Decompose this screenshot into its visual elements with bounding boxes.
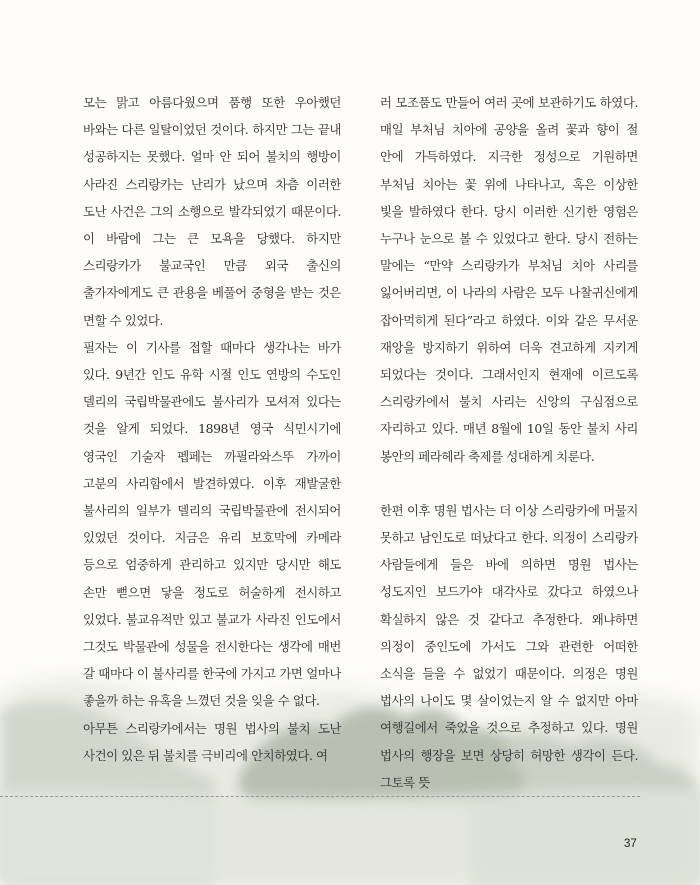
dashed-divider [0,796,640,797]
body-paragraph: 필자는 이 기사를 접할 때마다 생각나는 바가 있다. 9년간 인도 유학 시절 인도 연방의 수도인 델리의 국립박물관에도 불사리가 모셔져 있다는 것을 알게 되었다. 1898년 영국 식민시기에 영국인 기술자 펩페는 까필라와스뚜 가까이 고분의 사리함에서 발견하였다. 이후 재발굴한 불사리의 일부가 델리의 국립박물관에 전시되어 있었던 것이다. 지금은 유리 보호막에 카메라 등으로 엄중하게 관리하고 있지만 당시만 해도 손만 뻗으면 닿을 정도로 허술하게 전시하고 있었다. 불교유적만 있고 불교가 사라진 인도에서 그것도 박물관에 성물을 전시한다는 생각에 매번 갈 때마다 이 불사리를 한국에 가지고 가면 얼마나 좋을까 하는 유혹을 느꼈던 것을 잊을 수 없다. [83,339,341,709]
left-text-column [83,89,341,769]
body-paragraph: 러 모조품도 만들어 여러 곳에 보관하기도 하였다. 매일 부처님 치아에 공양을 올려 꽃과 향이 절 안에 가득하였다. 지극한 정성으로 기원하면 부처님 치아는 꽃 위에 나타나고, 혹은 이상한 빛을 발하였다 한다. 당시 이러한 신기한 영험은 누구나 눈으로 볼 수 있었다고 한다. 당시 전하는 말에는 “만약 스리랑카가 부처님 치아 사리를 잃어버리면, 이 나라의 사람은 모두 나찰귀신에게 잡아먹히게 된다”라고 하였다. 이와 같은 무서운 재앙을 방지하기 위하여 더욱 견고하게 지키게 되었다는 것이다. 그래서인지 현재에 이르도록 스리랑카에서 불치 사리는 신앙의 구심점으로 자리하고 있다. 매년 8월에 10일 동안 불치 사리 봉안의 페라헤라 축제를 성대하게 치룬다. [380,95,638,464]
right-text-column [380,89,638,796]
body-paragraph: 아무튼 스리랑카에서는 명원 법사의 불치 도난 사건이 있은 뒤 불치를 극비리에 안치하였다. 여 [83,720,341,763]
body-paragraph: 한편 이후 명원 법사는 더 이상 스리랑카에 머물지 못하고 남인도로 떠났다고 한다. 의정이 스리랑카 사람들에게 들은 바에 의하면 명원 법사는 성도지인 보드가야 대각사로 갔다고 하였으나 확실하지 않은 것 같다고 추정한다. 왜냐하면 의정이 중인도에 가서도 그와 관련한 어떠한 소식을 들을 수 없었기 때문이다. 의정은 명원 법사의 나이도 몇 살이었는지 알 수 없지만 아마 여행길에서 죽었을 것으로 추정하고 있다. 명원 법사의 행장을 보면 상당히 허망한 생각이 든다. 그토록 뜻 [380,502,638,790]
body-paragraph: 모는 맑고 아름다웠으며 품행 또한 우아했던 바와는 다른 일탈이었던 것이다. 하지만 그는 끝내 성공하지는 못했다. 얼마 안 되어 불치의 행방이 사라진 스리랑카는 난리가 났으며 차츰 이러한 도난 사건은 그의 소행으로 발각되었기 때문이다. 이 바람에 그는 큰 모욕을 당했다. 하지만 스리랑카가 불교국인 만큼 외국 출신의 출가자에게도 큰 관용을 베풀어 중형을 받는 것은 면할 수 있었다. [83,95,341,328]
page-number: 37 [624,838,637,850]
